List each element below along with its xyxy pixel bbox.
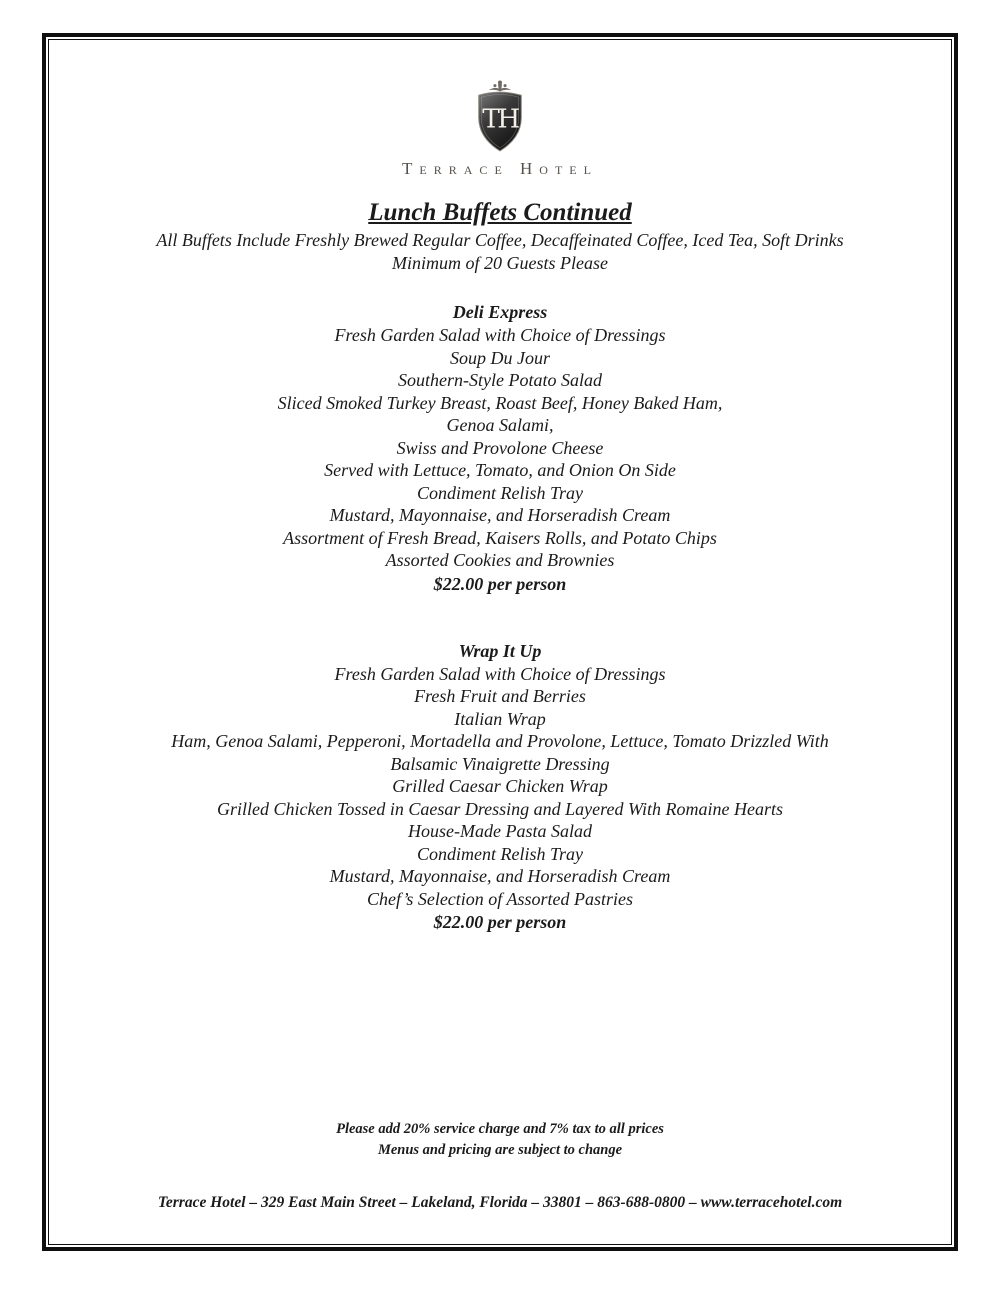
menu-item-line: Chef’s Selection of Assorted Pastries [367, 888, 633, 909]
hotel-logo [60, 33, 940, 179]
section-price: $22.00 per person [433, 573, 567, 594]
pricing-footnotes [60, 1119, 940, 1161]
service-charge-note: Please add 20% service charge and 7% tax to all prices [336, 1121, 664, 1137]
menu-item-line: House-Made Pasta Salad [408, 821, 592, 841]
menu-section-deli-express [60, 301, 940, 596]
menu-item-line: Grilled Chicken Tossed in Caesar Dressing and Layered With Romaine Hearts [217, 798, 783, 819]
section-heading: Deli Express [452, 302, 548, 322]
menu-item-line: Soup Du Jour [450, 347, 550, 368]
hotel-name-text: Terrace Hotel [402, 159, 598, 178]
menu-item-line: Grilled Caesar Chicken Wrap [392, 776, 608, 796]
menu-section-wrap-it-up [60, 640, 940, 935]
menu-item-line: Mustard, Mayonnaise, and Horseradish Cream [329, 505, 671, 525]
section-items [60, 324, 940, 572]
menu-item-line: Swiss and Provolone Cheese [396, 437, 604, 458]
menu-item-line: Ham, Genoa Salami, Pepperoni, Mortadella and Provolone, Lettuce, Tomato Drizzled With [171, 731, 829, 751]
menu-item-line: Fresh Garden Salad with Choice of Dressings [334, 663, 666, 684]
menu-item-line: Assortment of Fresh Bread, Kaisers Rolls, and Potato Chips [283, 527, 717, 548]
menu-item-line: Southern-Style Potato Salad [398, 370, 602, 390]
menu-item-line: Assorted Cookies and Brownies [385, 550, 615, 570]
crest-monogram: TH [482, 104, 518, 135]
buffet-includes-note: All Buffets Include Freshly Brewed Regular Coffee, Decaffeinated Coffee, Iced Tea, Soft Drinks [156, 230, 844, 250]
menu-item-line: Fresh Fruit and Berries [414, 686, 586, 706]
pricing-change-note: Menus and pricing are subject to change [377, 1142, 623, 1158]
menu-item-line: Condiment Relish Tray [417, 843, 583, 864]
minimum-guests-note: Minimum of 20 Guests Please [392, 253, 608, 273]
crest-shield-icon [468, 79, 532, 155]
menu-item-line: Served with Lettuce, Tomato, and Onion On Side [324, 460, 676, 480]
menu-item-line: Balsamic Vinaigrette Dressing [390, 753, 610, 774]
section-items [60, 663, 940, 911]
menu-item-line: Condiment Relish Tray [417, 482, 583, 503]
menu-item-line: Genoa Salami, [446, 415, 554, 435]
menu-item-line: Italian Wrap [454, 708, 546, 729]
section-price: $22.00 per person [433, 912, 567, 932]
menu-item-line: Sliced Smoked Turkey Breast, Roast Beef, Honey Baked Ham, [277, 392, 723, 413]
hotel-contact-line: Terrace Hotel – 329 East Main Street – Lakeland, Florida – 33801 – 863-688-0800 – www.terracehotel.com [157, 1194, 843, 1211]
section-heading: Wrap It Up [458, 640, 542, 661]
menu-content [60, 33, 940, 1251]
crest-finial [489, 81, 511, 92]
menu-item-line: Fresh Garden Salad with Choice of Dressings [334, 325, 666, 345]
page-title: Lunch Buffets Continued [368, 199, 632, 226]
menu-item-line: Mustard, Mayonnaise, and Horseradish Cream [329, 866, 671, 886]
